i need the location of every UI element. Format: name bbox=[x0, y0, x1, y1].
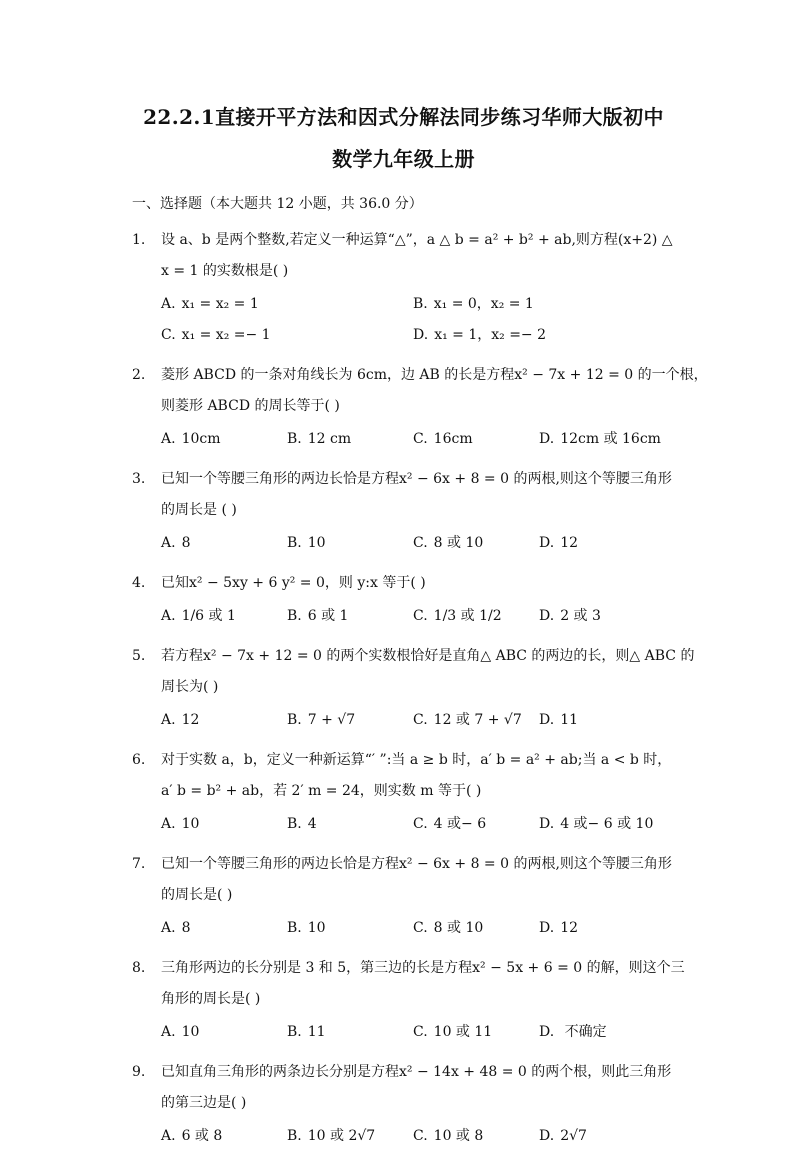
option-text: 16cm bbox=[433, 431, 473, 447]
option-a[interactable] bbox=[161, 913, 287, 944]
option-text: 2√7 bbox=[560, 1128, 587, 1144]
question-text: a′ b = b² + ab，若 2′ m = 24，则实数 m 等于( ) bbox=[161, 783, 482, 799]
question-stem-line bbox=[132, 776, 669, 807]
question-number: 1. bbox=[132, 232, 146, 248]
option-text: 11 bbox=[560, 712, 579, 728]
answer-options bbox=[132, 424, 669, 455]
option-label: D. bbox=[539, 712, 555, 728]
option-b[interactable] bbox=[287, 809, 413, 840]
option-text: 10 bbox=[181, 816, 200, 832]
option-d[interactable] bbox=[539, 913, 665, 944]
option-label: A. bbox=[161, 535, 176, 551]
question-number: 9. bbox=[132, 1064, 146, 1080]
document-title bbox=[118, 96, 689, 180]
option-text: 10cm bbox=[181, 431, 221, 447]
question-stem-line bbox=[132, 1057, 672, 1088]
option-text: 10 或 2√7 bbox=[307, 1128, 376, 1144]
option-text: 11 bbox=[307, 1024, 326, 1040]
title-line-1: 22.2.1直接开平方法和因式分解法同步练习华师大版初中 bbox=[143, 105, 664, 129]
option-c[interactable] bbox=[413, 601, 539, 632]
question-2 bbox=[132, 360, 708, 455]
option-text: 10 或 11 bbox=[433, 1024, 493, 1040]
option-label: A. bbox=[161, 1024, 176, 1040]
option-label: B. bbox=[287, 712, 302, 728]
option-text: x₁ = x₂ = 1 bbox=[181, 296, 259, 312]
option-a[interactable] bbox=[161, 1121, 287, 1152]
answer-options bbox=[132, 1121, 669, 1152]
option-b[interactable] bbox=[287, 1121, 413, 1152]
option-label: B. bbox=[413, 296, 428, 312]
option-b[interactable] bbox=[287, 913, 413, 944]
option-text: 10 bbox=[307, 535, 326, 551]
option-label: C. bbox=[413, 816, 428, 832]
question-number: 5. bbox=[132, 648, 146, 664]
option-label: C. bbox=[413, 431, 428, 447]
option-b[interactable] bbox=[413, 289, 665, 320]
option-label: B. bbox=[287, 920, 302, 936]
question-stem-line bbox=[132, 360, 708, 391]
option-c[interactable] bbox=[161, 320, 413, 351]
answer-options bbox=[132, 601, 669, 632]
question-1 bbox=[132, 225, 673, 351]
option-label: B. bbox=[287, 431, 302, 447]
title-line-2: 数学九年级上册 bbox=[332, 147, 475, 171]
option-text: x₁ = 1，x₂ =− 2 bbox=[434, 327, 547, 343]
question-stem-line bbox=[132, 880, 669, 911]
question-stem-line bbox=[132, 984, 669, 1015]
question-stem-line bbox=[132, 256, 669, 287]
answer-options bbox=[132, 913, 669, 944]
option-text: 1/3 或 1/2 bbox=[433, 608, 502, 624]
option-text: 12 bbox=[560, 535, 579, 551]
option-d[interactable] bbox=[539, 809, 665, 840]
option-c[interactable] bbox=[413, 1017, 539, 1048]
option-b[interactable] bbox=[287, 705, 413, 736]
question-text: 菱形 ABCD 的一条对角线长为 6cm，边 AB 的长是方程x² − 7x + 12 = 0 的一个根， bbox=[161, 367, 708, 383]
option-text: 8 bbox=[181, 535, 191, 551]
option-text: 4 或− 6 bbox=[433, 816, 487, 832]
question-text: 若方程x² − 7x + 12 = 0 的两个实数根恰好是直角△ ABC 的两边的长，则△ ABC 的 bbox=[161, 648, 695, 664]
question-stem-line bbox=[132, 1088, 669, 1119]
option-text: 6 或 8 bbox=[181, 1128, 223, 1144]
option-label: C. bbox=[413, 712, 428, 728]
option-label: A. bbox=[161, 1128, 176, 1144]
option-text: 不确定 bbox=[560, 1024, 607, 1040]
question-text: 周长为( ) bbox=[161, 679, 219, 695]
question-5 bbox=[132, 641, 695, 736]
option-c[interactable] bbox=[413, 1121, 539, 1152]
option-text: x₁ = x₂ =− 1 bbox=[181, 327, 271, 343]
option-label: D. bbox=[539, 920, 555, 936]
option-text: 2 或 3 bbox=[560, 608, 601, 624]
question-text: 角形的周长是( ) bbox=[161, 991, 261, 1007]
question-stem-line bbox=[132, 745, 672, 776]
section-heading: 一、选择题（本大题共 12 小题，共 36.0 分） bbox=[132, 196, 423, 212]
question-stem-line bbox=[132, 225, 673, 256]
option-label: B. bbox=[287, 1024, 302, 1040]
option-label: A. bbox=[161, 920, 176, 936]
option-text: 8 或 10 bbox=[433, 535, 484, 551]
question-3 bbox=[132, 464, 672, 559]
option-d[interactable] bbox=[539, 424, 665, 455]
option-d[interactable] bbox=[539, 1121, 665, 1152]
question-7 bbox=[132, 849, 672, 944]
question-stem-line bbox=[132, 464, 672, 495]
option-label: A. bbox=[161, 431, 176, 447]
question-stem-line bbox=[132, 672, 669, 703]
question-number: 8. bbox=[132, 960, 146, 976]
question-stem-line bbox=[132, 849, 672, 880]
option-text: 12cm 或 16cm bbox=[560, 431, 661, 447]
option-text: 10 或 8 bbox=[433, 1128, 484, 1144]
option-b[interactable] bbox=[287, 601, 413, 632]
question-6 bbox=[132, 745, 672, 840]
question-stem-line bbox=[132, 495, 669, 526]
answer-options bbox=[132, 1017, 669, 1048]
question-text: 三角形两边的长分别是 3 和 5，第三边的长是方程x² − 5x + 6 = 0 的解，则这个三 bbox=[161, 960, 685, 976]
question-text: 已知一个等腰三角形的两边长恰是方程x² − 6x + 8 = 0 的两根,则这个等腰三角形 bbox=[161, 471, 672, 487]
option-label: D. bbox=[539, 431, 555, 447]
option-a[interactable] bbox=[161, 424, 287, 455]
option-label: A. bbox=[161, 816, 176, 832]
option-b[interactable] bbox=[287, 424, 413, 455]
question-4 bbox=[132, 568, 669, 632]
question-stem-line bbox=[132, 568, 669, 599]
option-label: B. bbox=[287, 1128, 302, 1144]
option-text: 4 bbox=[307, 816, 317, 832]
option-text: 10 bbox=[181, 1024, 200, 1040]
option-label: A. bbox=[161, 296, 176, 312]
option-label: D. bbox=[539, 1024, 555, 1040]
question-8 bbox=[132, 953, 685, 1048]
option-a[interactable] bbox=[161, 289, 413, 320]
question-text: 设 a、b 是两个整数,若定义一种运算“△”，a △ b = a² + b² + ab,则方程(x+2) △ bbox=[161, 232, 673, 248]
option-label: D. bbox=[539, 535, 555, 551]
option-label: C. bbox=[413, 920, 428, 936]
answer-options bbox=[132, 289, 669, 351]
option-text: 4 或− 6 或 10 bbox=[560, 816, 654, 832]
option-label: B. bbox=[287, 816, 302, 832]
answer-options bbox=[132, 705, 669, 736]
question-9 bbox=[132, 1057, 672, 1152]
option-text: 1/6 或 1 bbox=[181, 608, 236, 624]
option-d[interactable] bbox=[539, 601, 665, 632]
option-d[interactable] bbox=[413, 320, 665, 351]
option-text: 6 或 1 bbox=[307, 608, 349, 624]
option-c[interactable] bbox=[413, 528, 539, 559]
answer-options bbox=[132, 809, 669, 840]
option-label: D. bbox=[413, 327, 429, 343]
option-a[interactable] bbox=[161, 1017, 287, 1048]
question-stem-line bbox=[132, 391, 669, 422]
question-text: 已知直角三角形的两条边长分别是方程x² − 14x + 48 = 0 的两个根，则此三角形 bbox=[161, 1064, 672, 1080]
option-d[interactable] bbox=[539, 1017, 665, 1048]
option-text: 12 bbox=[181, 712, 200, 728]
option-c[interactable] bbox=[413, 809, 539, 840]
option-b[interactable] bbox=[287, 528, 413, 559]
option-c[interactable] bbox=[413, 424, 539, 455]
option-a[interactable] bbox=[161, 705, 287, 736]
option-label: B. bbox=[287, 608, 302, 624]
option-a[interactable] bbox=[161, 601, 287, 632]
question-text: 对于实数 a，b，定义一种新运算“′ ”:当 a ≥ b 时，a′ b = a² + ab;当 a < b 时， bbox=[161, 752, 672, 768]
question-number: 4. bbox=[132, 575, 146, 591]
option-label: D. bbox=[539, 816, 555, 832]
option-text: 12 或 7 + √7 bbox=[433, 712, 522, 728]
question-stem-line bbox=[132, 641, 695, 672]
option-label: A. bbox=[161, 712, 176, 728]
question-list bbox=[132, 225, 708, 1152]
option-c[interactable] bbox=[413, 913, 539, 944]
question-text: 则菱形 ABCD 的周长等于( ) bbox=[161, 398, 340, 414]
question-number: 6. bbox=[132, 752, 146, 768]
option-label: C. bbox=[413, 608, 428, 624]
option-text: 12 bbox=[560, 920, 579, 936]
option-label: C. bbox=[161, 327, 176, 343]
question-stem-line bbox=[132, 953, 685, 984]
option-text: 12 cm bbox=[307, 431, 352, 447]
question-text: x = 1 的实数根是( ) bbox=[161, 263, 289, 279]
option-text: x₁ = 0，x₂ = 1 bbox=[433, 296, 534, 312]
option-d[interactable] bbox=[539, 528, 665, 559]
question-text: 的周长是 ( ) bbox=[161, 502, 237, 518]
option-c[interactable] bbox=[413, 705, 539, 736]
option-text: 10 bbox=[307, 920, 326, 936]
option-b[interactable] bbox=[287, 1017, 413, 1048]
option-text: 8 或 10 bbox=[433, 920, 484, 936]
question-text: 的周长是( ) bbox=[161, 887, 233, 903]
answer-options bbox=[132, 528, 669, 559]
question-text: 已知一个等腰三角形的两边长恰是方程x² − 6x + 8 = 0 的两根,则这个等腰三角形 bbox=[161, 856, 672, 872]
option-label: C. bbox=[413, 1024, 428, 1040]
option-label: C. bbox=[413, 1128, 428, 1144]
option-d[interactable] bbox=[539, 705, 665, 736]
option-label: C. bbox=[413, 535, 428, 551]
option-text: 7 + √7 bbox=[307, 712, 356, 728]
question-number: 3. bbox=[132, 471, 146, 487]
question-text: 的第三边是( ) bbox=[161, 1095, 247, 1111]
option-text: 8 bbox=[181, 920, 191, 936]
question-number: 2. bbox=[132, 367, 146, 383]
option-a[interactable] bbox=[161, 809, 287, 840]
option-label: B. bbox=[287, 535, 302, 551]
option-label: D. bbox=[539, 608, 555, 624]
option-label: A. bbox=[161, 608, 176, 624]
option-a[interactable] bbox=[161, 528, 287, 559]
question-number: 7. bbox=[132, 856, 146, 872]
question-text: 已知x² − 5xy + 6 y² = 0，则 y:x 等于( ) bbox=[161, 575, 426, 591]
option-label: D. bbox=[539, 1128, 555, 1144]
